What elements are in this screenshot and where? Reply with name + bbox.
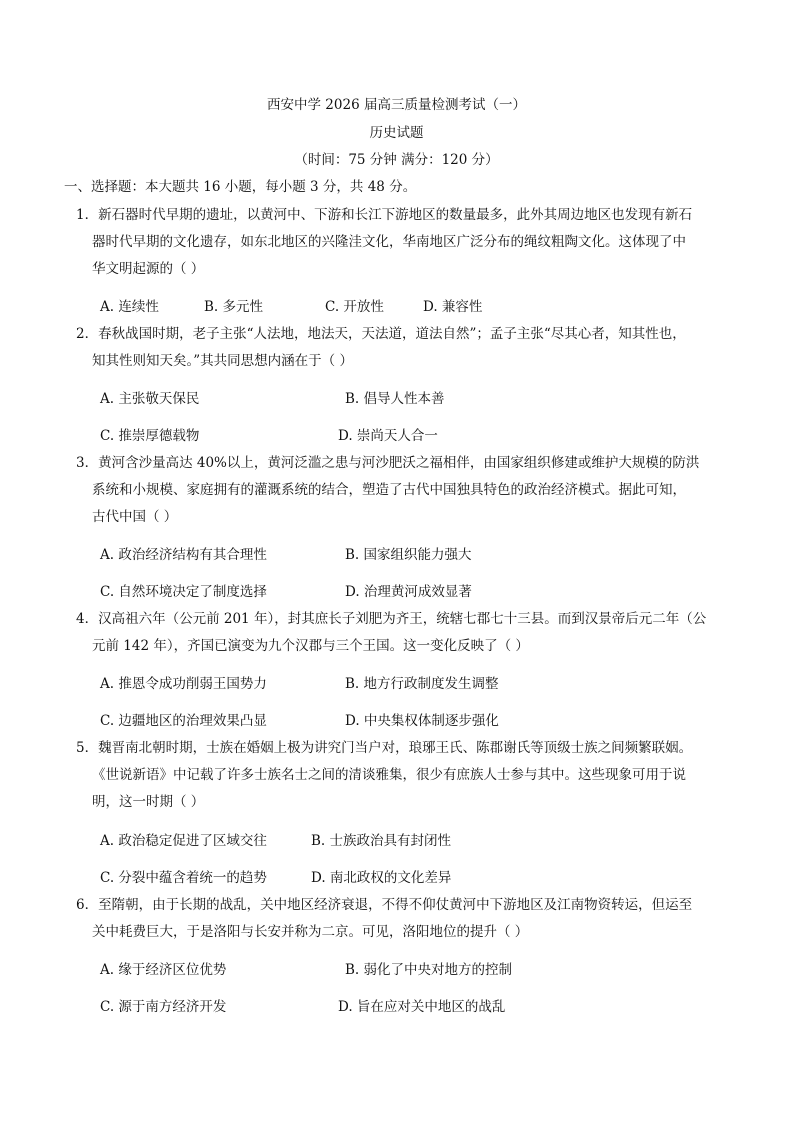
question-5-option-d: D. 南北政权的文化差异 [311, 870, 452, 886]
question-6-line-2: 关中耗费巨大，于是洛阳与长安并称为二京。可见，洛阳地位的提升（ ） [92, 924, 529, 940]
exam-subject: 历史试题 [369, 125, 424, 141]
question-2-option-a: A. 主张敬天保民 [100, 391, 200, 407]
exam-meta: （时间：75 分钟 满分：120 分） [294, 152, 499, 168]
question-6-option-a: A. 缘于经济区位优势 [100, 962, 227, 978]
question-1-line-1: 1．新石器时代早期的遗址，以黄河中、下游和长江下游地区的数量最多，此外其周边地区也发现有新石 [76, 207, 693, 223]
question-5-line-2: 《世说新语》中记载了许多士族名士之间的清谈雅集，很少有庶族人士参与其中。这些现象可用于说 [92, 767, 686, 783]
section-heading: 一、选择题：本大题共 16 小题，每小题 3 分，共 48 分。 [64, 179, 417, 195]
question-2-option-d: D. 崇尚天人合一 [338, 428, 438, 444]
question-5-option-b: B. 士族政治具有封闭性 [311, 833, 452, 849]
question-1-option-d: D. 兼容性 [423, 299, 483, 315]
question-1-line-3: 华文明起源的（ ） [92, 261, 205, 277]
question-4-line-2: 元前 142 年），齐国已演变为九个汉郡与三个王国。这一变化反映了（ ） [92, 638, 529, 654]
question-5-line-3: 明，这一时期（ ） [92, 794, 205, 810]
question-4-option-d: D. 中央集权体制逐步强化 [345, 713, 499, 729]
question-3-line-1: 3．黄河含沙量高达 40%以上，黄河泛滥之患与河沙肥沃之福相伴，由国家组织修建或维护大规模的防洪 [76, 455, 700, 471]
question-3-option-b: B. 国家组织能力强大 [345, 547, 472, 563]
question-4-line-1: 4．汉高祖六年（公元前 201 年），封其庶长子刘肥为齐王，统辖七郡七十三县。而到汉景帝后元二年（公 [76, 611, 707, 627]
question-4-option-c: C. 边疆地区的治理效果凸显 [100, 713, 267, 729]
question-1-option-b: B. 多元性 [204, 299, 264, 315]
question-6-option-c: C. 源于南方经济开发 [100, 999, 227, 1015]
question-1-option-a: A. 连续性 [100, 299, 159, 315]
question-2-line-2: 知其性则知天矣。”其共同思想内涵在于（ ） [92, 353, 353, 369]
question-6-option-b: B. 弱化了中央对地方的控制 [345, 962, 513, 978]
question-1-option-c: C. 开放性 [325, 299, 384, 315]
question-4-option-b: B. 地方行政制度发生调整 [345, 676, 499, 692]
question-3-line-2: 系统和小规模、家庭拥有的灌溉系统的结合，塑造了古代中国独具特色的政治经济模式。据此可知， [92, 482, 686, 498]
question-4-option-a: A. 推恩令成功削弱王国势力 [100, 676, 267, 692]
question-6-line-1: 6．至隋朝，由于长期的战乱，关中地区经济衰退，不得不仰仗黄河中下游地区及江南物资转运，但运至 [76, 897, 693, 913]
question-3-line-3: 古代中国（ ） [92, 509, 178, 525]
question-2-line-1: 2．春秋战国时期，老子主张“人法地，地法天，天法道，道法自然”；孟子主张“尽其心者，知其性也， [76, 326, 686, 342]
question-5-option-c: C. 分裂中蕴含着统一的趋势 [100, 870, 267, 886]
question-3-option-c: C. 自然环境决定了制度选择 [100, 584, 267, 600]
question-5-line-1: 5．魏晋南北朝时期，士族在婚姻上极为讲究门当户对，琅琊王氏、陈郡谢氏等顶级士族之间频繁联姻。 [76, 740, 693, 756]
question-2-option-c: C. 推崇厚德载物 [100, 428, 200, 444]
question-1-line-2: 器时代早期的文化遗存，如东北地区的兴隆洼文化，华南地区广泛分布的绳纹粗陶文化。这体现了中 [92, 234, 686, 250]
question-5-option-a: A. 政治稳定促进了区域交往 [100, 833, 267, 849]
question-3-option-a: A. 政治经济结构有其合理性 [100, 547, 267, 563]
question-3-option-d: D. 治理黄河成效显著 [345, 584, 472, 600]
question-6-option-d: D. 旨在应对关中地区的战乱 [338, 999, 506, 1015]
exam-title: 西安中学 2026 届高三质量检测考试（一） [267, 97, 526, 113]
question-2-option-b: B. 倡导人性本善 [345, 391, 445, 407]
